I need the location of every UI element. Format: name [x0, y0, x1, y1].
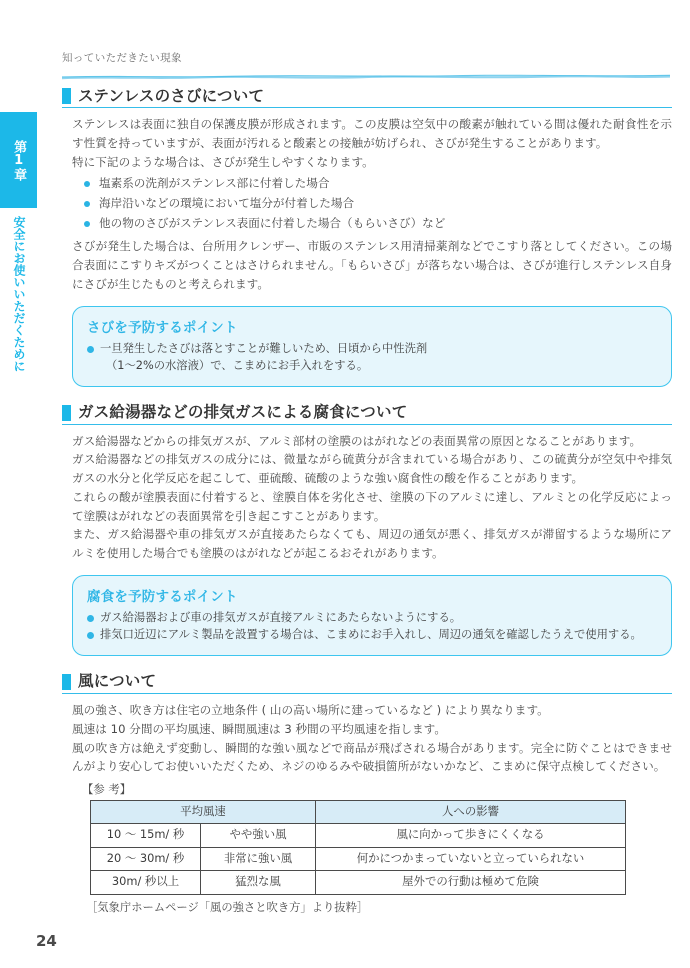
table-cell: 風に向かって歩きにくくなる — [316, 824, 626, 847]
list-item: ガス給湯器および車の排気ガスが直接アルミにあたらないようにする。 — [87, 609, 657, 627]
content-column — [62, 88, 672, 915]
paragraph: さびが発生した場合は、台所用クレンザー、市販のステンレス用清掃薬剤などでこすり落としてください。この場合表面にこすりキズがつくことはさけられません。「もらいさび」が落ちない場合は、さびが進行しステンレス自身にさびが生じたものと考えられます。 — [72, 239, 672, 291]
bullet-list-stainless — [62, 174, 672, 234]
spacer — [62, 656, 672, 674]
list-item-line1: 一旦発生したさびは落とすことが難しいため、日頃から中性洗剤 — [100, 341, 428, 355]
point-box-title: さびを予防するポイント — [87, 319, 238, 336]
wind-speed-table — [90, 800, 626, 895]
list-item: 海岸沿いなどの環境において塩分が付着した場合 — [84, 194, 672, 214]
paragraph: 風の強さ、吹き方は住宅の立地条件 ( 山の高い場所に建っているなど ) により異なります。 — [72, 702, 549, 717]
table-cell: 猛烈な風 — [201, 871, 316, 894]
section-title-stainless: ステンレスのさびについて — [78, 86, 265, 105]
table-cell: 20 〜 30m/ 秒 — [91, 847, 201, 870]
table-row — [91, 824, 626, 847]
section-heading-corrosion — [62, 405, 672, 425]
table-cell: 屋外での行動は極めて危険 — [316, 871, 626, 894]
section-marker-icon — [62, 674, 71, 690]
section-title-wind: 風について — [78, 672, 157, 691]
point-box-list — [87, 340, 657, 375]
brush-rule-divider — [62, 72, 670, 81]
list-item — [87, 340, 657, 375]
table-header-row — [91, 801, 626, 824]
table-header-cell: 人への影響 — [316, 801, 626, 824]
table-row — [91, 847, 626, 870]
table-cell: 10 〜 15m/ 秒 — [91, 824, 201, 847]
table-cell: 非常に強い風 — [201, 847, 316, 870]
list-item: 他の物のさびがステンレス表面に付着した場合（もらいさび）など — [84, 214, 672, 234]
chapter-side-label — [0, 216, 37, 406]
chapter-tab-label: 第1章 — [11, 139, 27, 181]
paragraph: ガス給湯器などからの排気ガスが、アルミ部材の塗膜のはがれなどの表面異常の原因となることがあります。 — [72, 433, 642, 448]
list-item-line2: （1〜2%の水溶液）で、こまめにお手入れをする。 — [106, 359, 369, 372]
paragraph: 風の吹き方は絶えず変動し、瞬間的な強い風などで商品が飛ばされる場合があります。完全に防ぐことはできませんがより安心してお使いいただくため、ネジのゆるみや破損箇所がないかなど、こまめに保守点検してください。 — [72, 740, 672, 774]
paragraph: 風速は 10 分間の平均風速、瞬間風速は 3 秒間の平均風速を指します。 — [72, 721, 446, 736]
section-title-corrosion: ガス給湯器などの排気ガスによる腐食について — [78, 403, 408, 421]
spacer — [62, 387, 672, 405]
point-box-rust-prevention — [72, 306, 672, 387]
list-item: 排気口近辺にアルミ製品を設置する場合は、こまめにお手入れし、周辺の通気を確認したうえで使用する。 — [87, 626, 657, 644]
point-box-title: 腐食を予防するポイント — [87, 588, 238, 605]
list-item: 塩素系の洗剤がステンレス部に付着した場合 — [84, 174, 672, 194]
table-source-note: ［気象庁ホームページ「風の強さと吹き方」より抜粋］ — [86, 900, 369, 914]
point-box-list — [87, 609, 657, 644]
running-header: 知っていただきたい現象 — [62, 52, 182, 64]
chapter-tab — [0, 112, 37, 208]
section-heading-stainless — [62, 88, 672, 108]
paragraph: これらの酸が塗膜表面に付着すると、塗膜自体を劣化させ、塗膜の下のアルミに達し、アルミとの化学反応によって塗膜はがれなどの表面異常を引き起こすことがあります。 — [72, 489, 672, 523]
point-box-corrosion-prevention — [72, 575, 672, 656]
paragraph: 特に下記のような場合は、さびが発生しやすくなります。 — [72, 154, 374, 169]
reference-label: 【参 考】 — [82, 782, 132, 797]
paragraph: ガス給湯器などの排気ガスの成分には、微量ながら硫黄分が含まれている場合があり、この硫黄分が空気中や排気ガスの水分と化学反応を起こして、亜硫酸、硫酸のような強い腐食性の酸を作ることがあります。 — [72, 452, 672, 486]
chapter-side-label-text: 安全にお使いいただくために — [12, 216, 26, 372]
section-heading-wind — [62, 674, 672, 694]
paragraph: また、ガス給湯器や車の排気ガスが直接あたらなくても、周辺の通気が悪く、排気ガスが滞留するような場所にアルミを使用した場合でも塗膜のはがれなどが起こるおそれがあります。 — [72, 527, 672, 561]
table-cell: 30m/ 秒以上 — [91, 871, 201, 894]
table-cell: やや強い風 — [201, 824, 316, 847]
section-marker-icon — [62, 405, 71, 421]
table-cell: 何かにつかまっていないと立っていられない — [316, 847, 626, 870]
section-marker-icon — [62, 88, 71, 104]
table-row — [91, 871, 626, 894]
page-number: 24 — [36, 932, 57, 950]
table-header-cell: 平均風速 — [91, 801, 316, 824]
paragraph: ステンレスは表面に独自の保護皮膜が形成されます。この皮膜は空気中の酸素が触れている間は優れた耐食性を示す性質を持っていますが、表面が汚れると酸素との接触が妨げられ、さびが発生することがあります。 — [72, 117, 672, 150]
